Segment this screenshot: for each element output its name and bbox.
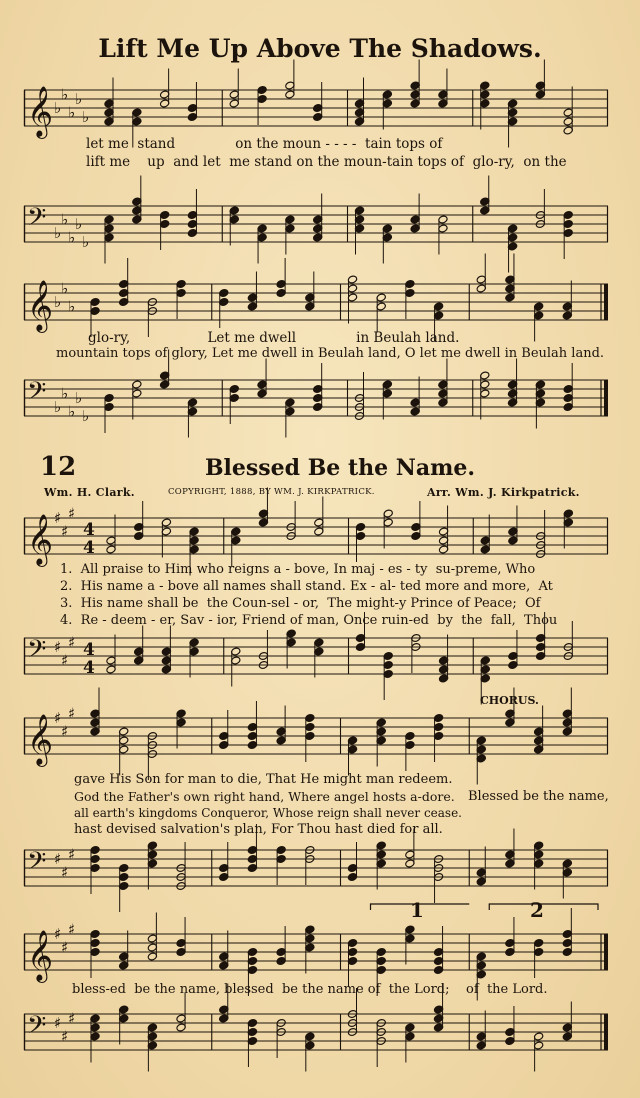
hymn-number: 12 [40,452,77,482]
svg-text:𝄢: 𝄢 [27,847,47,882]
verse-line: 4. Re - deem - er, Sav - ior, Friend of man, Once ruin-ed by the fall, Thou [60,613,558,628]
treble-staff [24,920,608,981]
svg-text:♭: ♭ [54,224,62,242]
lyric-line: mountain tops of glory, Let me dwell in Beulah land, O let me dwell in Beulah land. [56,346,605,361]
svg-text:♭: ♭ [68,103,76,122]
svg-text:♯: ♯ [54,1014,62,1032]
svg-text:♭: ♭ [61,279,69,298]
svg-text:♯: ♯ [61,938,69,957]
treble-staff [24,85,608,137]
treble-staff [24,279,608,331]
ending-2-label: 2 [530,898,544,922]
svg-text:♭: ♭ [68,228,76,247]
svg-text:4: 4 [83,640,95,660]
svg-text:𝄞: 𝄞 [27,930,54,981]
verse-line: hast devised salvation's plan, For Thou hast died for all. [74,822,443,837]
svg-text:𝄞: 𝄞 [27,514,54,565]
svg-text:♯: ♯ [54,638,62,656]
svg-text:𝄢: 𝄢 [27,1011,47,1046]
svg-text:♭: ♭ [54,99,62,117]
verse-line: 3. His name shall be the Coun-sel - or, The might-y Prince of Peace; Of [60,596,541,611]
svg-text:♭: ♭ [75,389,83,407]
svg-text:♯: ♯ [61,863,69,882]
verse-line: all earth's kingdoms Conqueror, Whose reign shall never cease. [74,806,462,820]
verse-line: gave His Son for man to die, That He might man redeem. [74,772,453,787]
arranger: Arr. Wm. J. Kirkpatrick. [427,486,580,499]
chorus-label: CHORUS. [480,694,539,707]
svg-text:♯: ♯ [54,850,62,868]
svg-text:♯: ♯ [68,633,76,652]
svg-text:♯: ♯ [61,722,69,741]
bass-staff [24,634,608,678]
svg-text:4: 4 [83,538,95,558]
svg-text:♯: ♯ [54,509,62,527]
svg-text:𝄞: 𝄞 [27,86,54,137]
chorus-line: Blessed be the name, [468,789,609,804]
svg-text:♭: ♭ [82,108,90,126]
svg-text:♭: ♭ [68,297,76,316]
svg-text:♯: ♯ [68,845,76,864]
svg-text:♭: ♭ [54,398,62,416]
svg-text:♯: ♯ [68,920,76,939]
svg-text:♭: ♭ [75,215,83,233]
svg-text:♯: ♯ [68,504,76,523]
treble-staff [24,704,608,765]
svg-text:♭: ♭ [61,384,69,403]
svg-text:♭: ♭ [54,293,62,311]
verse-line: God the Father's own right hand, Where angel hosts a-dore. [74,789,455,804]
bass-staff [24,1010,608,1054]
hymn-title-1: Lift Me Up Above The Shadows. [98,34,542,63]
bass-staff [24,846,608,890]
svg-text:♯: ♯ [61,522,69,541]
lyric-line: let me stand on the moun - - - - tain tops of [86,136,443,152]
svg-text:♭: ♭ [82,233,90,251]
lyric-line: glo-ry, Let me dwell in Beulah land. [88,330,460,346]
author: Wm. H. Clark. [44,486,135,499]
bass-staff [24,376,608,425]
svg-text:♯: ♯ [54,925,62,943]
svg-text:𝄞: 𝄞 [27,714,54,765]
svg-text:♯: ♯ [68,704,76,723]
svg-text:♭: ♭ [68,402,76,421]
svg-text:♯: ♯ [61,1027,69,1046]
svg-text:𝄞: 𝄞 [27,280,54,331]
svg-text:𝄢: 𝄢 [27,635,47,670]
svg-text:4: 4 [83,520,95,540]
svg-text:♭: ♭ [82,407,90,425]
svg-text:♭: ♭ [61,210,69,229]
svg-text:𝄢: 𝄢 [27,377,47,412]
svg-text:♭: ♭ [75,90,83,108]
bass-staff [24,202,608,251]
verse-line: 1. All praise to Him who reigns a - bove, In maj - es - ty su-preme, Who [60,562,536,577]
copyright: COPYRIGHT, 1888, BY WM. J. KIRKPATRICK. [168,487,375,497]
lyric-line: lift me up and let me stand on the moun-tain tops of glo-ry, on the [86,154,567,170]
hymn-title-2: Blessed Be the Name. [204,455,476,481]
svg-text:♯: ♯ [61,651,69,670]
ending-1-label: 1 [410,898,424,922]
svg-text:♯: ♯ [54,709,62,727]
svg-text:4: 4 [83,658,95,678]
svg-text:𝄢: 𝄢 [27,203,47,238]
treble-staff [24,504,608,565]
svg-text:♭: ♭ [61,85,69,104]
svg-text:♯: ♯ [68,1009,76,1028]
verse-line: 2. His name a - bove all names shall stand. Ex - al- ted more and more, At [60,579,553,594]
chorus-line: bless-ed be the name, blessed be the name of the Lord; of the Lord. [72,982,548,997]
